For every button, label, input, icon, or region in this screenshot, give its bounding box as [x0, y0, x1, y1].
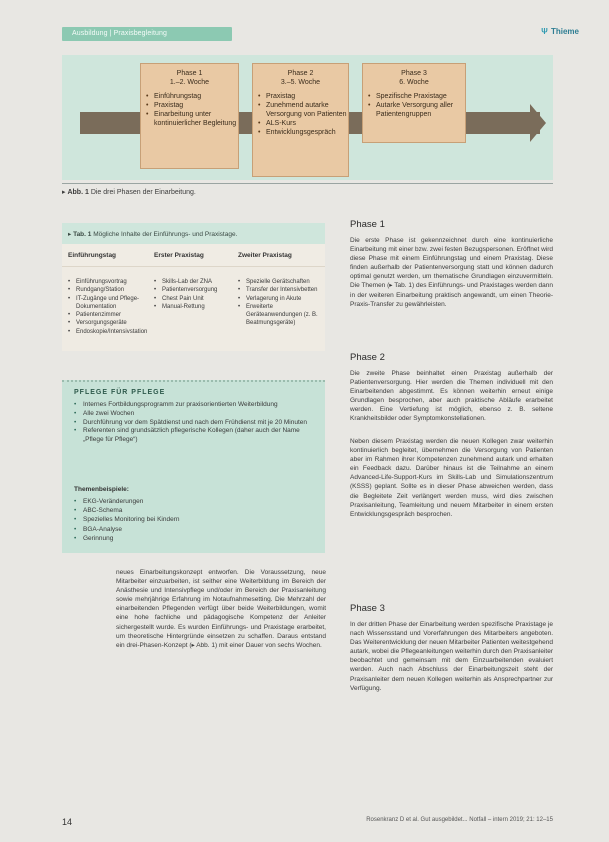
- section-heading-phase-1: Phase 1: [350, 219, 385, 230]
- phase-subtitle: 1.–2. Woche: [169, 79, 210, 86]
- phase-item: • Entwicklungsgespräch: [266, 129, 348, 138]
- figure-divider: [62, 183, 553, 184]
- table-label: Tab. 1: [73, 231, 92, 238]
- thieme-logo-icon: Ψ: [541, 27, 548, 36]
- table-cell: • Versorgungsgeräte: [68, 319, 148, 327]
- phase-subtitle: 6. Woche: [399, 79, 429, 86]
- publisher-name: Thieme: [550, 27, 579, 36]
- body-paragraph: In der dritten Phase der Einarbeitung werden spezifische Praxistage je nach Wissensstand und Vorerfahrungen des Mitarbeiters angeboten. Das Weiterentwicklung der neuen Mitarbeiter Patienten weitestgehend autark, wobei die Pflegeanleitungen weiterhin durch den Praxisanleiter beobachtet und gemeinsam mit dem Einzuarbeitenden evaluiert werden. Auch nach Abschluss der Einarbeitungszeit steht der Praxisanleiter dem neuen Kollegen weiterhin als Ansprechpartner zur Verfügung.: [350, 621, 553, 692]
- table-column-2: [154, 278, 232, 311]
- figure-caption: ▸ Abb. 1 Die drei Phasen der Einarbeitung.: [62, 189, 196, 196]
- table-column-1: [68, 278, 148, 336]
- table-cell: • Spezielle Gerätschaften: [238, 278, 320, 286]
- table-cell: • Endoskopie/Intensivstation: [68, 328, 148, 336]
- list-item: • Referenten sind grundsätzlich pflegerische Kollegen (daher auch der Name „Pflege für Pflege“): [74, 427, 314, 445]
- table-title: ▸ Tab. 1 Mögliche Inhalte der Einführungs- und Praxistage.: [62, 223, 325, 244]
- phase-title: Phase 2: [287, 70, 314, 77]
- table-cell: • Rundgang/Station: [68, 286, 148, 294]
- table-header-cell: Einführungstag: [68, 252, 117, 259]
- phase-title: Phase 1: [176, 70, 203, 77]
- page-number: 14: [62, 817, 73, 827]
- phase-item: • Autarke Versorgung aller Patientengruppen: [376, 102, 465, 119]
- phase-item: • Spezifische Praxistage: [376, 93, 465, 102]
- list-item: • Durchführung vor dem Spätdienst und nach dem Frühdienst mit je 20 Minuten: [74, 419, 314, 428]
- examples-label: Themenbeispiele:: [74, 486, 129, 493]
- publisher-brand: [541, 27, 579, 36]
- body-paragraph: Die zweite Phase beinhaltet einen Praxistag außerhalb der Patientenversorgung. Hier werden die Themen individuell mit den Einarbeitenden abgestimmt. Es können weiterhin erneut einige Grundlagen besprochen, aber auch praktische Abläufe erarbeitet werden. Eine Vertiefung ist möglich, ebenso z. B. seltene Krankheitsbilder oder Symptomkonstellationen.: [350, 370, 553, 423]
- table-cell: • Einführungsvortrag: [68, 278, 148, 286]
- body-paragraph-left: neues Einarbeitungskonzept entworfen. Die Voraussetzung, neue Mitarbeiter einzuarbeiten, ist seither eine Weiterbildung im Bereich der Anästhesie und Intensivpflege und/oder im Bereich der Praxisanleitung sowie mehrjährige Erfahrung im Notaufnahmesetting. Die Mehrzahl der einarbeitenden Pflegenden verfügt über beide Weiterbildungen, womit eine hohe fachliche und pädagogische Kompetenz der Anleiter sichergestellt wurde. Es wurden Einführungs- und Praxistage erarbeitet, um theoretische Hintergründe einsetzen zu schaffen. Daraus entstand ein drei-Phasen-Konzept (▸ Abb. 1) mit einer Dauer von sechs Wochen.: [116, 569, 326, 649]
- phase-item: • Einführungstag: [154, 93, 238, 102]
- table-header-cell: Zweiter Praxistag: [238, 252, 292, 259]
- body-paragraph: Die erste Phase ist gekennzeichnet durch eine kontinuierliche Einarbeitung mit einer bzw. zwei festen Bezugspersonen. Eröffnet wird diese Phase mit einem Einführungstag und einem Praxistag. Diese finden außerhalb der Patientenversorgung statt und können dadurch optimal genutzt werden, um thematische Grundlagen einzuvermitteln. Die Themen (▸ Tab. 1) des Einführungs- und Praxistages werden dann in der weiteren Einarbeitung praktisch angewandt, um einen Theorie-Praxis-Transfer zu gewährleisten.: [350, 237, 553, 308]
- phase-item: • Einarbeitung unter kontinuierlicher Begleitung: [154, 111, 238, 128]
- info-box-title: PFLEGE FÜR PFLEGE: [74, 389, 166, 396]
- section-tag: [62, 27, 232, 41]
- phase-box-2: [252, 63, 349, 177]
- phase-box-1: [140, 63, 239, 169]
- figure-caption-label: Abb. 1: [67, 189, 89, 196]
- table-cell: • Erweiterte Geräteanwendungen (z. B. Beatmungsgeräte): [238, 303, 320, 328]
- body-paragraph: Neben diesem Praxistag werden die neuen Kollegen zwar weiterhin kontinuierlich begleitet, übernehmen die Versorgung von Patienten aber im Rahmen ihrer Kompetenzen zunehmend autark und erhalten ein Feedback dazu. Darüber hinaus ist die Teilnahme an einem Advanced-Life-Support-Kurs im Skills-Lab und Simulationszentrum (KSSS) geplant. Sollte es in dieser Phase abweichen werden, dass die Begleitete Zeit verlängert werden muss, wird dies zwischen Praxisanleitung, Teamleitung und neuem Mitarbeiter in einem ersten Entwicklungsgespräch besprochen.: [350, 438, 553, 518]
- table-cell: • Transfer der Intensivbetten: [238, 286, 320, 294]
- section-heading-phase-2: Phase 2: [350, 352, 385, 363]
- examples-list: [74, 497, 314, 543]
- list-item: • Internes Fortbildungsprogramm zur praxisorientierten Weiterbildung: [74, 401, 314, 410]
- table-body: [62, 266, 325, 351]
- table-cell: • Manual-Rettung: [154, 303, 232, 311]
- table-cell: • Verlagerung in Akute: [238, 295, 320, 303]
- timeline-arrow-icon: [530, 104, 546, 142]
- list-item: • Alle zwei Wochen: [74, 410, 314, 419]
- list-item: • BGA-Analyse: [74, 525, 314, 534]
- table-cell: • Patientenversorgung: [154, 286, 232, 294]
- list-item: • EKG-Veränderungen: [74, 497, 314, 506]
- list-item: • Gerinnung: [74, 534, 314, 543]
- section-tag-label: Ausbildung | Praxisbegleitung: [72, 30, 168, 37]
- phase-box-3: [362, 63, 466, 143]
- phase-item: • Praxistag: [154, 102, 238, 111]
- citation-footer: Rosenkranz D et al. Gut ausgebildet... Notfall – intern 2019; 21: 12–15: [366, 817, 553, 823]
- table-cell: • Skills-Lab der ZNA: [154, 278, 232, 286]
- list-item: • ABC-Schema: [74, 506, 314, 515]
- phase-subtitle: 3.–5. Woche: [280, 79, 321, 86]
- list-item: • Spezielles Monitoring bei Kindern: [74, 515, 314, 524]
- figure-caption-text: Die drei Phasen der Einarbeitung.: [90, 189, 196, 196]
- phase-item: • ALS-Kurs: [266, 120, 348, 129]
- phase-item: • Zunehmend autarke Versorgung von Patienten: [266, 102, 348, 119]
- phase-item: • Praxistag: [266, 93, 348, 102]
- table-cell: • IT-Zugänge und Pflege-Dokumentation: [68, 295, 148, 312]
- section-heading-phase-3: Phase 3: [350, 603, 385, 614]
- table-cell: • Chest Pain Unit: [154, 295, 232, 303]
- table-cell: • Patientenzimmer: [68, 311, 148, 319]
- table-header-row: [62, 244, 325, 266]
- table-column-3: [238, 278, 320, 328]
- table-title-text: Mögliche Inhalte der Einführungs- und Praxistage.: [93, 231, 238, 238]
- info-box-list: [74, 401, 314, 445]
- table-header-cell: Erster Praxistag: [154, 252, 204, 259]
- phase-title: Phase 3: [401, 70, 427, 77]
